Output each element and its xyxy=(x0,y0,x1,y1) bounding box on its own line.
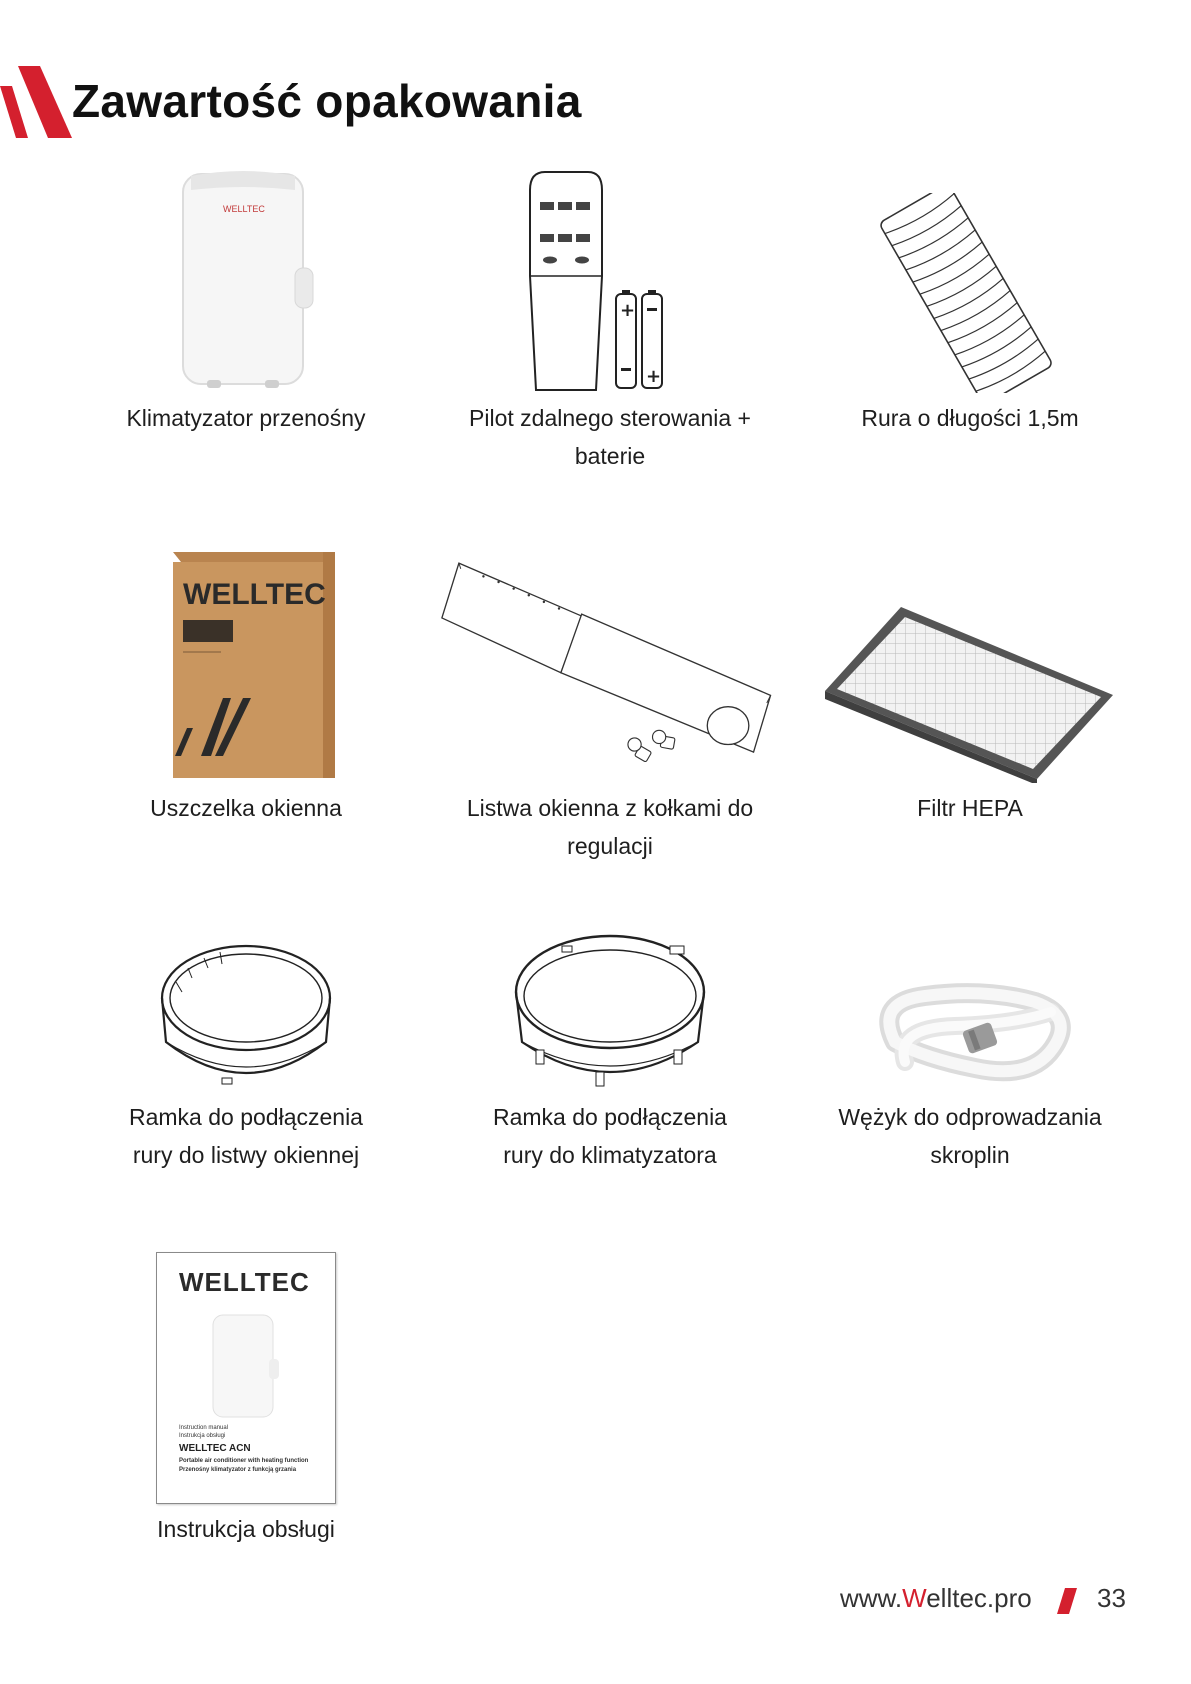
item-window-adapter-ring xyxy=(76,928,416,1174)
item-caption: Rura o długości 1,5m xyxy=(861,405,1079,431)
item-caption: Klimatyzator przenośny xyxy=(126,405,366,431)
item-caption: Wężyk do odprowadzania skroplin xyxy=(838,1104,1102,1168)
svg-text:WELLTEC: WELLTEC xyxy=(183,578,326,611)
item-exhaust-hose xyxy=(800,165,1140,437)
instruction-manual-cover: WELLTEC Instruction manual Instrukcja obsługi WELLTEC ACN Portable air conditioner with heating function Przenośny klimatyzator z funkcją grzania xyxy=(156,1252,336,1504)
slash-divider-icon xyxy=(1057,1588,1077,1614)
window-slider-icon xyxy=(440,553,780,783)
item-unit-adapter-ring xyxy=(440,928,780,1174)
manual-brand: WELLTEC xyxy=(179,1267,310,1297)
brand-logo-icon xyxy=(0,66,72,138)
item-caption: Ramka do podłączenia rury do klimatyzatora xyxy=(493,1104,727,1168)
svg-text:+: + xyxy=(620,300,636,321)
adjustment-pin-icon xyxy=(628,730,675,762)
unit-adapter-ring-icon xyxy=(510,932,710,1092)
item-caption: Filtr HEPA xyxy=(917,795,1023,821)
item-caption: Instrukcja obsługi xyxy=(157,1516,335,1542)
item-caption: Listwa okienna z kołkami do regulacji xyxy=(466,795,754,859)
item-remote xyxy=(440,165,780,475)
item-window-seal xyxy=(76,545,416,827)
item-hepa-filter xyxy=(800,545,1140,827)
svg-text:WELLTEC: WELLTEC xyxy=(223,204,265,214)
item-caption: Uszczelka okienna xyxy=(150,795,342,821)
portable-air-conditioner-icon xyxy=(161,168,331,393)
exhaust-hose-icon xyxy=(880,193,1060,393)
window-adapter-ring-icon xyxy=(156,942,336,1092)
battery-icon xyxy=(616,290,636,388)
battery-icon xyxy=(642,290,662,388)
remote-control-icon xyxy=(520,168,700,393)
page-number: 33 xyxy=(1097,1583,1126,1613)
item-instruction-manual xyxy=(76,1244,416,1548)
item-portable-ac xyxy=(76,165,416,437)
drain-hose-icon xyxy=(865,972,1075,1092)
item-caption: Ramka do podłączenia rury do listwy okiennej xyxy=(129,1104,363,1168)
item-window-slider xyxy=(440,545,780,865)
portable-air-conditioner-icon xyxy=(207,1311,287,1421)
hepa-filter-icon xyxy=(825,603,1115,783)
footer-website-link[interactable]: www.Welltec.pro xyxy=(840,1583,1032,1613)
svg-text:+: + xyxy=(646,366,662,387)
item-caption: Pilot zdalnego sterowania + baterie xyxy=(469,405,751,469)
page-title: Zawartość opakowania xyxy=(72,75,582,127)
window-seal-box-icon xyxy=(151,548,341,783)
item-drain-hose xyxy=(800,928,1140,1174)
